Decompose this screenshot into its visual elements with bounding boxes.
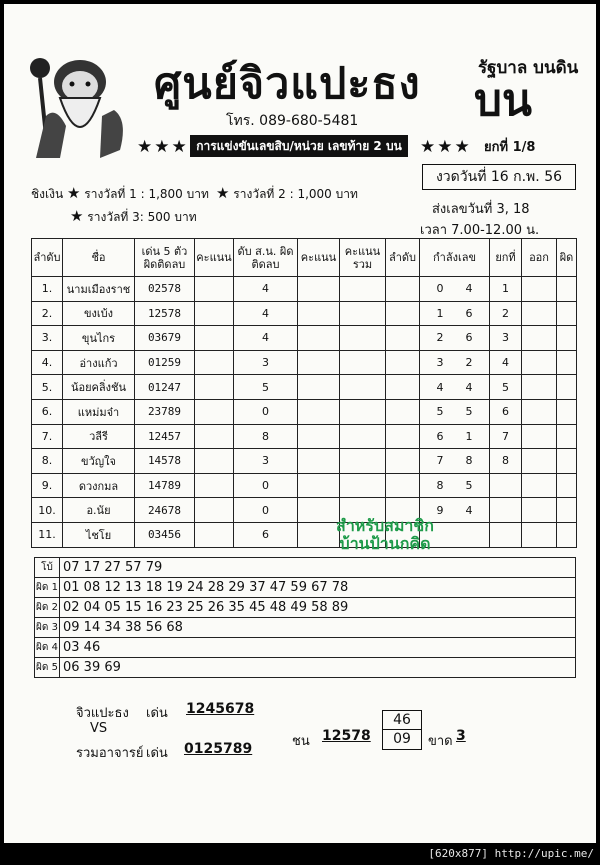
column-header: เด่น 5 ตัว ผิดติดลบ xyxy=(135,239,195,277)
featured-code: 12457 xyxy=(135,424,195,449)
power-digits: 4 4 xyxy=(420,375,490,400)
member-name: ขุนไกร xyxy=(63,326,135,351)
score-cell xyxy=(195,473,234,498)
score-cell xyxy=(298,301,340,326)
column-header: ดับ ส.น. ผิดติดลบ xyxy=(234,239,298,277)
score-cell xyxy=(195,522,234,547)
out-cell xyxy=(522,473,557,498)
row-number: 8. xyxy=(32,449,63,474)
table-row xyxy=(32,375,577,400)
rank-cell xyxy=(386,399,420,424)
member-name: ขงเบ้ง xyxy=(63,301,135,326)
power-digits: 2 6 xyxy=(420,326,490,351)
rank-cell xyxy=(386,326,420,351)
wrong-cell xyxy=(557,449,577,474)
out-cell xyxy=(522,424,557,449)
wrong-cell xyxy=(557,498,577,523)
score-cell xyxy=(298,399,340,424)
table-row xyxy=(32,277,577,302)
rank-cell xyxy=(386,449,420,474)
star-icons-left: ★★★ xyxy=(137,137,189,157)
number-row-values: 01 08 12 13 18 19 24 28 29 37 47 59 67 78 xyxy=(60,578,576,598)
featured-code: 14789 xyxy=(135,473,195,498)
column-header: ชื่อ xyxy=(63,239,135,277)
star-icon: ★ xyxy=(67,184,81,202)
member-name: แหม่มจ๋า xyxy=(63,399,135,424)
number-row xyxy=(35,618,576,638)
number-row-label: ผิด 2 xyxy=(35,598,60,618)
out-cell xyxy=(522,326,557,351)
number-row xyxy=(35,598,576,618)
dab-value: 4 xyxy=(234,301,298,326)
rank-cell xyxy=(386,375,420,400)
competition-banner: การแข่งขันเลขสิบ/หน่วย เลขท้าย 2 บน xyxy=(190,135,408,157)
score-cell xyxy=(298,449,340,474)
table-row xyxy=(32,449,577,474)
footer-link[interactable]: [620x877] http://upic.me/ xyxy=(428,847,594,860)
power-digits: 9 4 xyxy=(420,498,490,523)
featured-code: 23789 xyxy=(135,399,195,424)
total-cell xyxy=(340,375,386,400)
rank-cell xyxy=(386,301,420,326)
row-number: 11. xyxy=(32,522,63,547)
phone-number: โทร. 089-680-5481 xyxy=(226,113,359,129)
round-number xyxy=(490,473,522,498)
number-row xyxy=(35,578,576,598)
total-cell xyxy=(340,301,386,326)
row-number: 10. xyxy=(32,498,63,523)
total-cell xyxy=(340,350,386,375)
number-row-values: 03 46 xyxy=(60,638,576,658)
column-header: คะแนน รวม xyxy=(340,239,386,277)
win-code: 12578 xyxy=(322,728,371,744)
power-digits: 7 8 xyxy=(420,449,490,474)
prize-lead: ชิงเงิน ★ รางวัลที่ 1 : 1,800 บาท xyxy=(31,184,209,202)
round-number: 5 xyxy=(490,375,522,400)
dab-value: 3 xyxy=(234,350,298,375)
table-row xyxy=(32,424,577,449)
featured-code: 12578 xyxy=(135,301,195,326)
out-cell xyxy=(522,449,557,474)
dab-value: 0 xyxy=(234,473,298,498)
table-header-row xyxy=(32,239,577,277)
power-digits: 0 4 xyxy=(420,277,490,302)
den-label-1: เด่น xyxy=(146,706,168,721)
score-cell xyxy=(298,350,340,375)
wrong-cell xyxy=(557,399,577,424)
wrong-cell xyxy=(557,350,577,375)
row-number: 5. xyxy=(32,375,63,400)
total-cell xyxy=(340,399,386,424)
number-row-label: ผิด 4 xyxy=(35,638,60,658)
prize-1: รางวัลที่ 1 : 1,800 บาท xyxy=(84,187,209,201)
dab-value: 0 xyxy=(234,399,298,424)
score-cell xyxy=(195,350,234,375)
numbers-table xyxy=(34,557,576,678)
prize-3: รางวัลที่ 3: 500 บาท xyxy=(87,210,197,224)
den-label-2: เด่น xyxy=(146,746,168,761)
row-number: 6. xyxy=(32,399,63,424)
win-label: ชน xyxy=(292,734,310,749)
score-cell xyxy=(298,424,340,449)
table-row xyxy=(32,350,577,375)
score-cell xyxy=(298,473,340,498)
row-number: 1. xyxy=(32,277,63,302)
wrong-cell xyxy=(557,473,577,498)
member-name: ดวงกมล xyxy=(63,473,135,498)
round-number: 8 xyxy=(490,449,522,474)
number-row-values: 06 39 69 xyxy=(60,658,576,678)
send-time: เวลา 7.00-12.00 น. xyxy=(420,223,540,238)
total-cell xyxy=(340,326,386,351)
dab-value: 3 xyxy=(234,449,298,474)
wrong-cell xyxy=(557,301,577,326)
round-label: ยกที่ 1/8 xyxy=(484,140,536,155)
prize-2: รางวัลที่ 2 : 1,000 บาท xyxy=(233,187,358,201)
rank-cell xyxy=(386,350,420,375)
number-row-values: 09 14 34 38 56 68 xyxy=(60,618,576,638)
out-cell xyxy=(522,522,557,547)
power-digits: 3 2 xyxy=(420,350,490,375)
featured-code: 03679 xyxy=(135,326,195,351)
player-1: จิวแปะธง xyxy=(76,706,129,721)
table-row xyxy=(32,301,577,326)
rank-cell xyxy=(386,277,420,302)
row-number: 3. xyxy=(32,326,63,351)
score-cell xyxy=(195,424,234,449)
dab-value: 6 xyxy=(234,522,298,547)
competition-table xyxy=(31,238,577,548)
round-number: 3 xyxy=(490,326,522,351)
wrong-cell xyxy=(557,424,577,449)
number-row-label: ผิด 1 xyxy=(35,578,60,598)
featured-code: 14578 xyxy=(135,449,195,474)
featured-code: 01247 xyxy=(135,375,195,400)
out-cell xyxy=(522,498,557,523)
number-row xyxy=(35,558,576,578)
score-cell xyxy=(195,449,234,474)
bon-label: บน xyxy=(474,75,533,126)
column-header: ลำดับ xyxy=(32,239,63,277)
member-name: อ.นัย xyxy=(63,498,135,523)
column-header: ผิด xyxy=(557,239,577,277)
round-number: 7 xyxy=(490,424,522,449)
box-top: 46 xyxy=(393,712,411,728)
member-name: ไชโย xyxy=(63,522,135,547)
score-cell xyxy=(298,375,340,400)
round-number: 2 xyxy=(490,301,522,326)
number-row-label: ผิด 5 xyxy=(35,658,60,678)
out-cell xyxy=(522,350,557,375)
total-cell xyxy=(340,424,386,449)
round-number: 6 xyxy=(490,399,522,424)
round-number xyxy=(490,522,522,547)
featured-code: 02578 xyxy=(135,277,195,302)
featured-code: 24678 xyxy=(135,498,195,523)
score-cell xyxy=(195,326,234,351)
wrong-cell xyxy=(557,522,577,547)
draw-date: งวดวันที่ 16 ก.พ. 56 xyxy=(422,164,576,190)
round-number: 1 xyxy=(490,277,522,302)
dab-value: 5 xyxy=(234,375,298,400)
den-2: 0125789 xyxy=(184,741,253,757)
total-cell xyxy=(340,277,386,302)
box-bottom: 09 xyxy=(383,729,421,748)
score-cell xyxy=(195,277,234,302)
dab-value: 4 xyxy=(234,326,298,351)
column-header: กำลังเลข xyxy=(420,239,490,277)
out-cell xyxy=(522,301,557,326)
member-name: ขวัญใจ xyxy=(63,449,135,474)
dab-value: 4 xyxy=(234,277,298,302)
brand-title: ศูนย์จิวแปะธง xyxy=(154,59,421,109)
result-box xyxy=(382,710,422,750)
score-cell xyxy=(195,301,234,326)
member-name: วลีรี xyxy=(63,424,135,449)
out-cell xyxy=(522,277,557,302)
column-header: คะแนน xyxy=(195,239,234,277)
table-row xyxy=(32,326,577,351)
old-man-mascot-icon xyxy=(16,46,136,164)
member-name: อ่างแก้ว xyxy=(63,350,135,375)
out-cell xyxy=(522,375,557,400)
member-name: นามเมืองราช xyxy=(63,277,135,302)
table-row xyxy=(32,399,577,424)
star-icon: ★ xyxy=(70,207,84,225)
score-cell xyxy=(195,399,234,424)
column-header: คะแนน xyxy=(298,239,340,277)
featured-code: 03456 xyxy=(135,522,195,547)
row-number: 2. xyxy=(32,301,63,326)
send-date: ส่งเลขวันที่ 3, 18 xyxy=(432,202,530,217)
prize-2-wrap xyxy=(216,184,358,204)
score-cell xyxy=(195,498,234,523)
row-number: 9. xyxy=(32,473,63,498)
total-cell xyxy=(340,473,386,498)
rank-cell xyxy=(386,424,420,449)
number-row xyxy=(35,638,576,658)
prize-3-wrap xyxy=(70,207,197,227)
round-number: 4 xyxy=(490,350,522,375)
result-sheet xyxy=(4,4,596,843)
number-row-values: 07 17 27 57 79 xyxy=(60,558,576,578)
power-digits: 1 6 xyxy=(420,301,490,326)
vs-label: VS xyxy=(90,721,108,736)
dab-value: 8 xyxy=(234,424,298,449)
star-icon: ★ xyxy=(216,184,230,202)
number-row-values: 02 04 05 15 16 23 25 26 35 45 48 49 58 89 xyxy=(60,598,576,618)
number-row-label: โบ้ xyxy=(35,558,60,578)
score-cell xyxy=(195,375,234,400)
out-cell xyxy=(522,399,557,424)
den-1: 1245678 xyxy=(186,701,255,717)
wrong-cell xyxy=(557,277,577,302)
power-digits: 5 5 xyxy=(420,399,490,424)
star-icons-right: ★★★ xyxy=(420,137,472,157)
featured-code: 01259 xyxy=(135,350,195,375)
power-digits: 6 1 xyxy=(420,424,490,449)
lack-value: 3 xyxy=(456,728,466,744)
govt-label: รัฐบาล บนดิน xyxy=(478,58,579,78)
rank-cell xyxy=(386,473,420,498)
column-header: ยกที่ xyxy=(490,239,522,277)
wrong-cell xyxy=(557,375,577,400)
lack-label: ขาด xyxy=(428,734,453,749)
column-header: ออก xyxy=(522,239,557,277)
player-2: รวมอาจารย์ xyxy=(76,746,144,761)
row-number: 7. xyxy=(32,424,63,449)
row-number: 4. xyxy=(32,350,63,375)
score-cell xyxy=(298,326,340,351)
member-name: น้อยคลิ่งชัน xyxy=(63,375,135,400)
total-cell xyxy=(340,449,386,474)
member-stamp: สำหรับสมาชิก บ้านป้านกคิด xyxy=(336,516,434,553)
dab-value: 0 xyxy=(234,498,298,523)
score-cell xyxy=(298,277,340,302)
number-row xyxy=(35,658,576,678)
table-row xyxy=(32,473,577,498)
column-header: ลำดับ xyxy=(386,239,420,277)
wrong-cell xyxy=(557,326,577,351)
round-number xyxy=(490,498,522,523)
power-digits: 8 5 xyxy=(420,473,490,498)
number-row-label: ผิด 3 xyxy=(35,618,60,638)
